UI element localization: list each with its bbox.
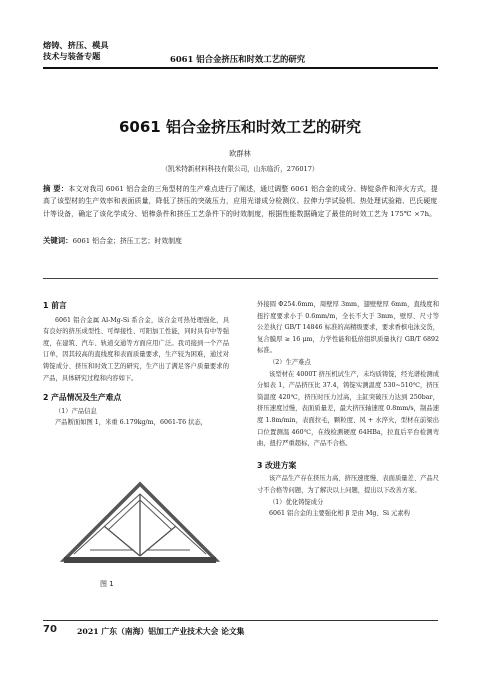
affiliation: （凯米特新材料科技有限公司，山东临沂，276017） — [161, 165, 319, 173]
section-divider — [43, 278, 438, 279]
page-number: 70 — [43, 624, 57, 635]
right-column — [257, 299, 439, 520]
keywords-label: 关键词： — [43, 236, 73, 245]
left-column — [43, 300, 229, 429]
section-1-heading: 1 前言 — [43, 301, 67, 310]
product-info-body: 产品断面如图 1，米重 6.179kg/m，6061-T6 状态， — [55, 419, 207, 427]
figure-1-caption: 图 1 — [100, 580, 114, 588]
series-line-1: 熔铸、挤压、模具 — [43, 40, 109, 50]
abstract-text: 本文对我司 6061 铝合金的三角型材的生产难点进行了阐述，通过调整 6061 铝合金的成分、铸锭条件和淬火方式，提高了该型材的生产效率和表面质量，降低了挤压的突破压力，应用光谱成分检测仪、拉伸力学试验机、热处理试验箱、巴氏硬度计等设备，确定了该化学成分、铝棒条件和挤压工艺条件下的时效制度，根据性能数据确定了最佳的时效工艺为 175℃ ×7h。 — [43, 185, 438, 218]
right-paragraph-4: 6061 铝合金的主要强化相 β 是由 Mg、Si 元素构 — [269, 510, 410, 518]
abstract-label: 摘 要： — [43, 184, 69, 193]
subsection-optimize-composition: （1）优化铸锭成分 — [269, 498, 324, 506]
section-1-body: 6061 铝合金属 Al-Mg-Si 系合金，该合金可热处理强化，具有良好的挤压成型性、可焊接性、可阳加工性能，同时具有中等强度，在建筑、汽车、轨道交通等方面应用广泛。我司接到一个产品订单，因其较高的直线度和表面质量要求，生产较为困难，通过对铸锭成分、挤压和时效工艺的研究，生产出了满足客户质量要求的产品，具体研究过程和内容如下。 — [43, 316, 229, 382]
section-2-heading: 2 产品情况及生产难点 — [43, 393, 122, 403]
right-paragraph-1: 外接圆 Φ254.6mm，周壁厚 3mm，翅壁壁厚 6mm，直线度和扭拧度要求小于 0.6mm/m，全长不大于 3mm，壁厚、尺寸等公差执行 GB/T 14846 标准的高精级要求，要求香槟电泳交货，复合膜厚 ≥ 16 μm，力学性能和低倍组织质量执行 GB/T 6892 标准。 — [257, 301, 439, 355]
paper-title: 6061 铝合金挤压和时效工艺的研究 — [119, 118, 361, 136]
series-label — [43, 40, 109, 62]
abstract — [43, 183, 438, 220]
right-paragraph-2: 该型材在 4000T 挤压机试生产，未均质铸锭，经光谱检测成分如表 1，产品挤压比 37.4，铸锭实测温度 530~510℃，挤压筒温度 420℃，挤压时压力过高，主缸突破压力达到 250bar，挤压速度过慢，表面质量差，最大挤压轴速度 0.8mm/s，制品速度 1.8m/min，表面拉毛，颗粒度、风 + 水淬火，型材在前梁出口位置测温 460℃，在线检测硬度 64HBa，拉直后平台检测弯曲，扭拧严重超标，产品不合格。 — [257, 370, 439, 448]
author: 欧群林 — [229, 149, 251, 158]
footer-rule — [43, 620, 438, 621]
subsection-product-info: （1）产品信息 — [55, 407, 97, 415]
section-3-heading: 3 改进方案 — [257, 460, 297, 470]
series-line-2: 技术与装备专题 — [43, 51, 101, 61]
subsection-difficulties: （2）生产难点 — [269, 358, 311, 366]
running-title: 6061 铝合金挤压和时效工艺的研究 — [170, 54, 306, 64]
keywords — [43, 235, 438, 247]
figure-1-profile-drawing — [60, 480, 220, 572]
header-rule — [43, 67, 438, 69]
keywords-text: 6061 铝合金；挤压工艺；时效制度 — [72, 237, 182, 245]
right-paragraph-3: 该产品生产存在挤压力高、挤压速度慢、表面质量差、产品尺寸不合格等问题，为了解决以上问题，提出以下改善方案。 — [257, 475, 440, 494]
conference-name: 2021 广东（南海）铝加工产业技术大会 论文集 — [77, 627, 245, 636]
